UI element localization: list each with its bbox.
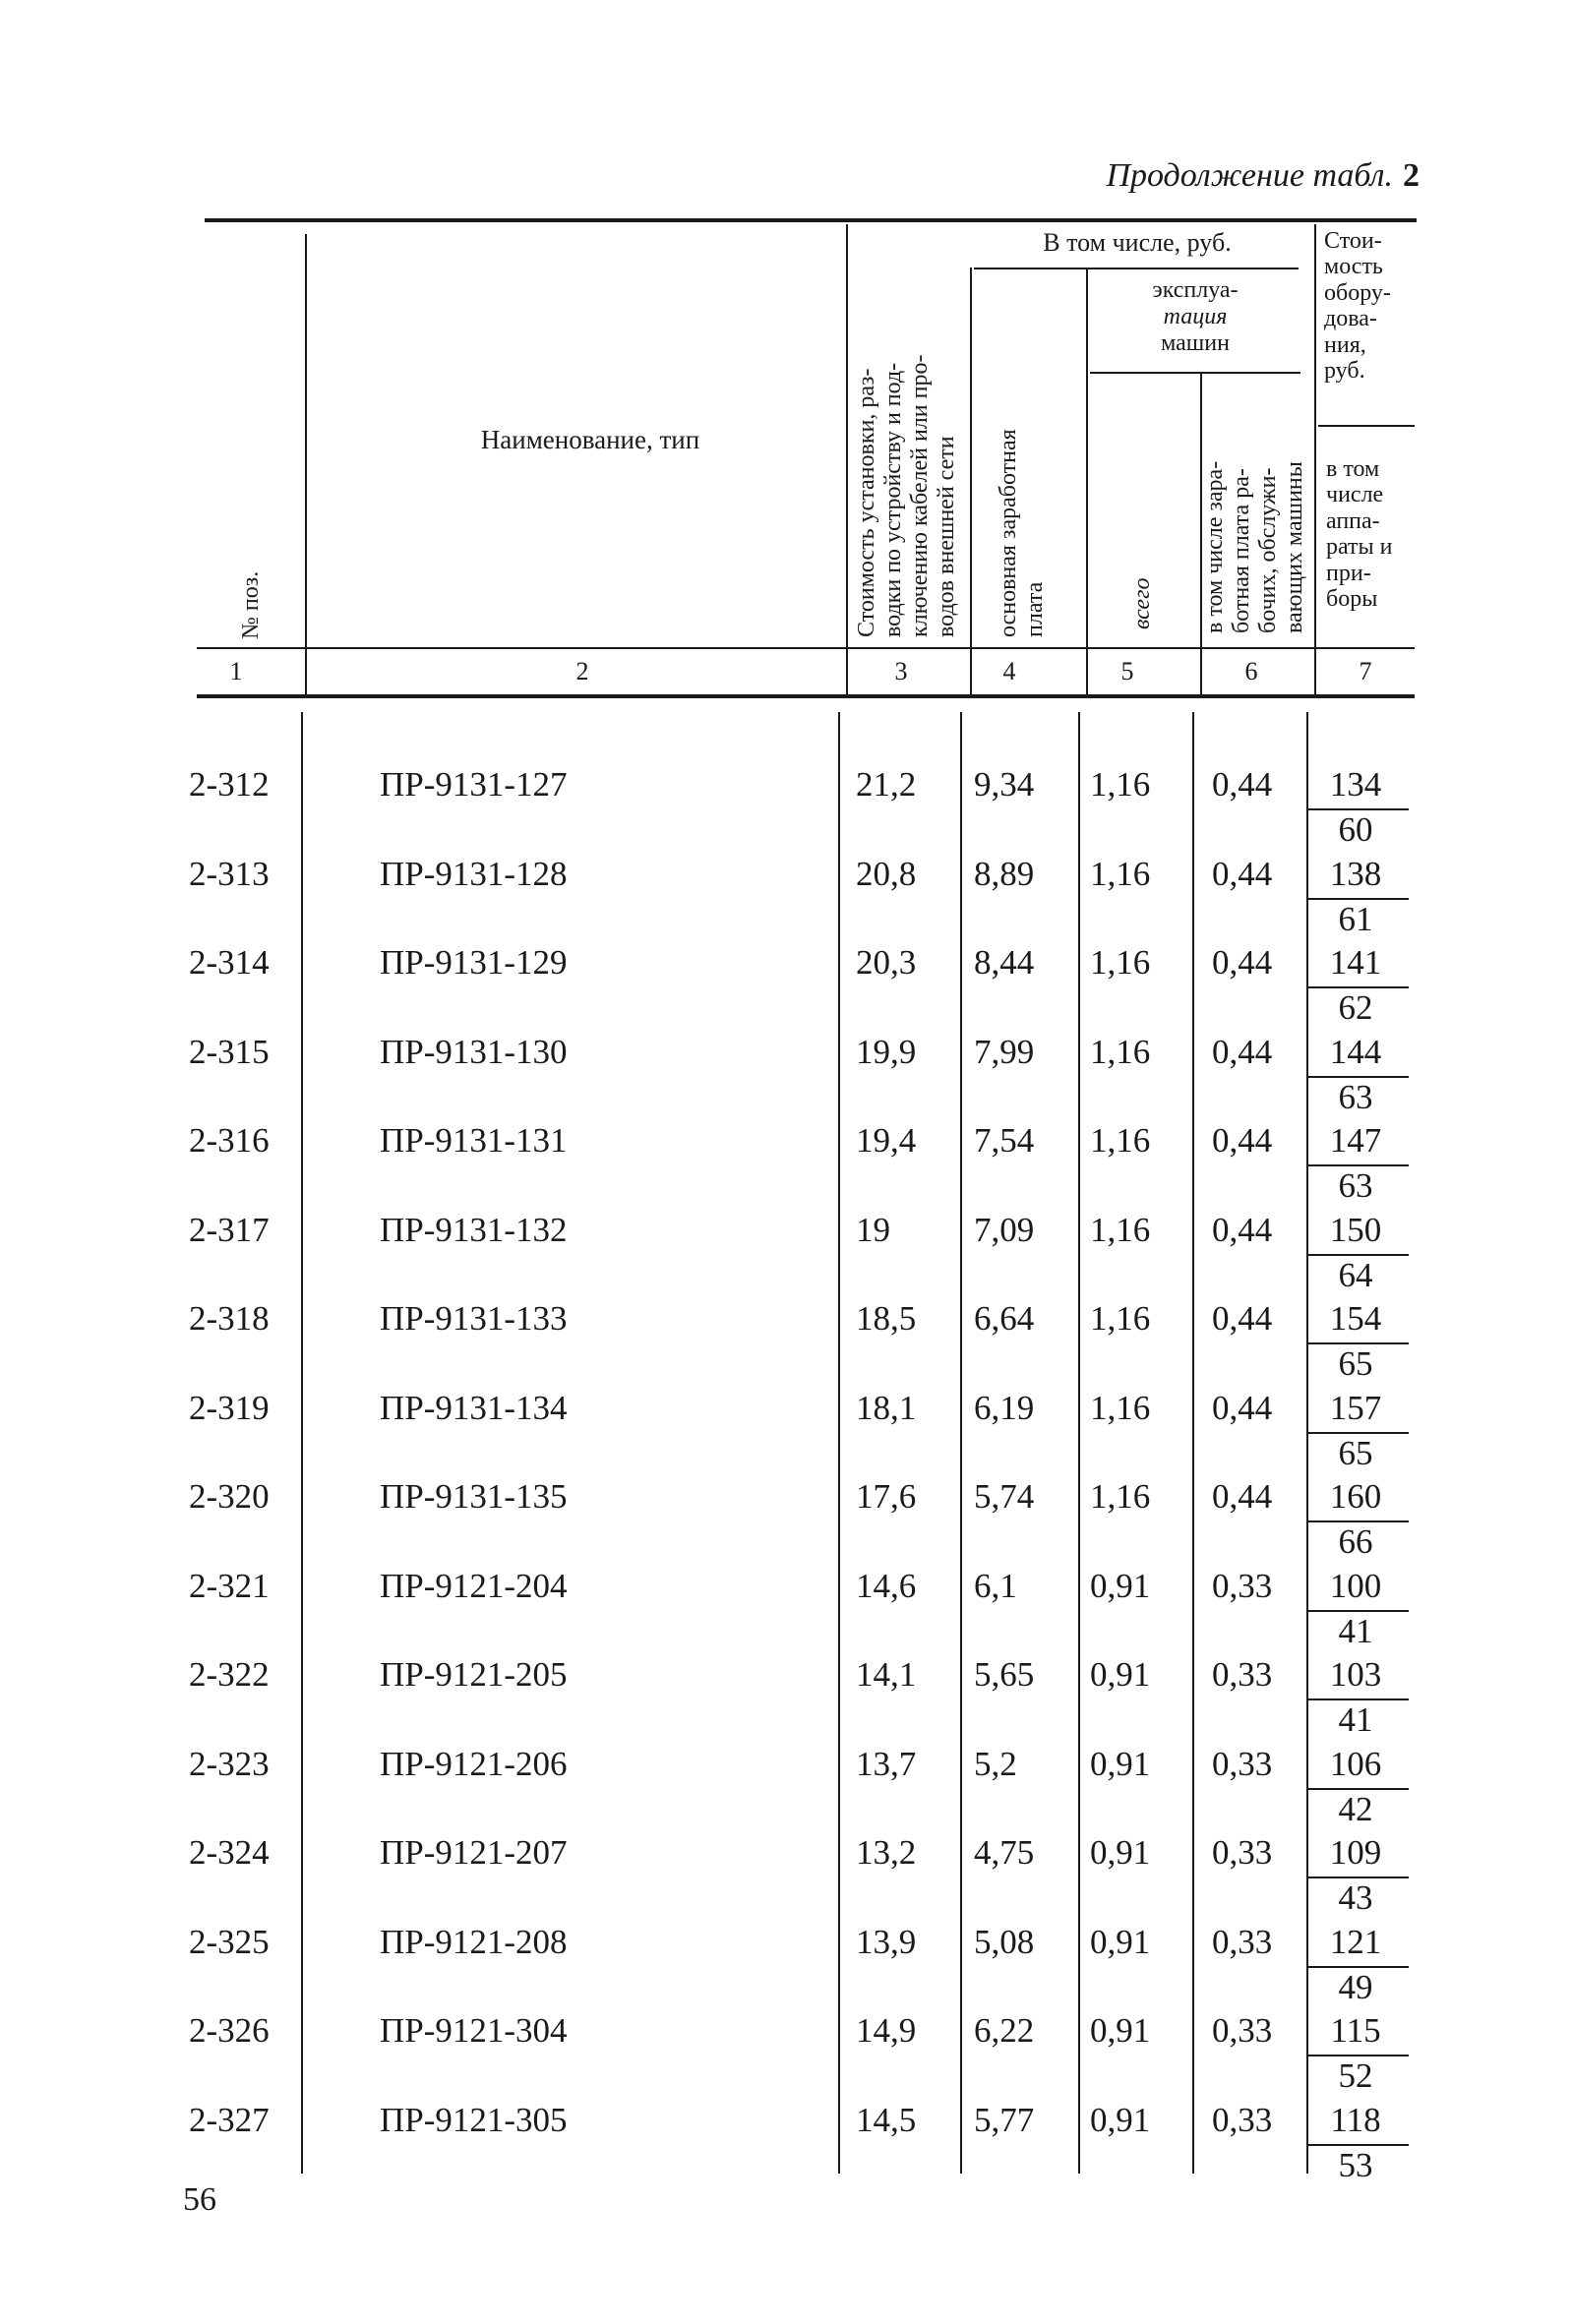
cell-c3: 13,2 <box>856 1833 917 1872</box>
header-vrule-2 <box>846 224 848 698</box>
cell-equipment-devices: 64 <box>1338 1255 1373 1294</box>
cell-c6: 0,33 <box>1212 2011 1273 2050</box>
header-group-including: В том числе, руб. <box>1043 228 1232 257</box>
cell-equipment-devices: 61 <box>1338 899 1373 938</box>
cell-equipment-devices: 42 <box>1338 1789 1373 1828</box>
caption-text: Продолжение табл. <box>1106 157 1393 194</box>
cell-c5: 1,16 <box>1090 1210 1151 1249</box>
cell-pos: 2-319 <box>189 1388 270 1427</box>
cell-equipment-cost: 118 <box>1330 2100 1381 2139</box>
cell-c6: 0,44 <box>1212 1032 1273 1071</box>
cell-c5: 1,16 <box>1090 1477 1151 1516</box>
cell-name: ПР-9131-135 <box>380 1477 568 1516</box>
cell-equipment-cost: 106 <box>1329 1744 1382 1783</box>
cell-c6: 0,44 <box>1212 1210 1273 1249</box>
cell-c5: 0,91 <box>1090 1833 1151 1872</box>
page-number: 56 <box>183 2181 216 2218</box>
cell-equipment-cost: 154 <box>1329 1299 1382 1338</box>
cell-equipment-devices: 52 <box>1338 2056 1373 2095</box>
cell-name: ПР-9121-207 <box>380 1833 568 1872</box>
cell-c5: 0,91 <box>1090 1744 1151 1783</box>
header-vrule-1 <box>305 234 307 698</box>
cell-pos: 2-318 <box>189 1299 270 1338</box>
col7-sub-rule <box>1318 425 1415 427</box>
cell-pos: 2-317 <box>189 1210 270 1249</box>
cell-pos: 2-322 <box>189 1655 270 1694</box>
cell-equipment-devices: 43 <box>1338 1878 1373 1917</box>
cell-name: ПР-9131-132 <box>380 1210 568 1249</box>
cell-name: ПР-9131-128 <box>380 854 568 893</box>
cell-c4: 6,19 <box>974 1388 1035 1427</box>
exploitation-rule <box>1090 372 1300 374</box>
cell-equipment-cost: 147 <box>1329 1121 1382 1160</box>
cell-c5: 0,91 <box>1090 2100 1151 2139</box>
cell-c4: 5,08 <box>974 1922 1035 1961</box>
cell-c4: 8,44 <box>974 943 1035 982</box>
header-vrule-6 <box>1314 224 1316 698</box>
col-number-1: 1 <box>229 657 243 685</box>
header-equipment-cost: Стои- мость обору- дова- ния, руб. <box>1324 228 1391 384</box>
cell-name: ПР-9131-130 <box>380 1032 568 1071</box>
cell-equipment-cost: 109 <box>1329 1833 1382 1872</box>
cell-equipment-cost: 100 <box>1329 1566 1382 1605</box>
cell-name: ПР-9121-206 <box>380 1744 568 1783</box>
cell-name: ПР-9121-304 <box>380 2011 568 2050</box>
cell-equipment-devices: 66 <box>1338 1522 1373 1561</box>
body-vrule-5 <box>1192 712 1194 2174</box>
cell-c3: 19,4 <box>856 1121 917 1160</box>
cell-equipment-devices: 65 <box>1338 1344 1373 1383</box>
cell-name: ПР-9121-305 <box>380 2100 568 2139</box>
cell-equipment-cost: 134 <box>1329 765 1382 804</box>
cell-c6: 0,33 <box>1212 1744 1273 1783</box>
cell-c5: 1,16 <box>1090 765 1151 804</box>
cell-c3: 19,9 <box>856 1032 917 1071</box>
cell-pos: 2-315 <box>189 1032 270 1071</box>
cell-pos: 2-313 <box>189 854 270 893</box>
cell-equipment-cost: 150 <box>1329 1210 1382 1249</box>
cell-c3: 14,5 <box>856 2100 917 2139</box>
cell-c5: 1,16 <box>1090 1121 1151 1160</box>
body-vrule-2 <box>838 712 840 2174</box>
cell-pos: 2-321 <box>189 1566 270 1605</box>
header-equipment-devices: в том числе аппа- раты и при- боры <box>1326 456 1393 612</box>
cell-pos: 2-327 <box>189 2100 270 2139</box>
cell-c6: 0,44 <box>1212 1121 1273 1160</box>
cell-c4: 5,65 <box>974 1655 1035 1694</box>
body-vrule-1 <box>301 712 303 2174</box>
cell-pos: 2-325 <box>189 1922 270 1961</box>
cell-c3: 14,6 <box>856 1566 917 1605</box>
cell-c6: 0,33 <box>1212 1833 1273 1872</box>
cell-equipment-devices: 63 <box>1338 1166 1373 1205</box>
cell-c6: 0,44 <box>1212 854 1273 893</box>
col-number-6: 6 <box>1244 657 1258 685</box>
cell-pos: 2-320 <box>189 1477 270 1516</box>
cell-c4: 5,2 <box>974 1744 1017 1783</box>
table-caption <box>1106 157 1420 195</box>
cell-c3: 17,6 <box>856 1477 917 1516</box>
col-number-3: 3 <box>894 657 908 685</box>
cell-name: ПР-9131-133 <box>380 1299 568 1338</box>
cell-name: ПР-9131-131 <box>380 1121 568 1160</box>
cell-name: ПР-9131-127 <box>380 765 568 804</box>
cell-c6: 0,33 <box>1212 1922 1273 1961</box>
cell-equipment-devices: 63 <box>1338 1077 1373 1116</box>
header-vrule-4 <box>1086 268 1088 698</box>
cell-c6: 0,44 <box>1212 765 1273 804</box>
cell-name: ПР-9121-208 <box>380 1922 568 1961</box>
cell-pos: 2-324 <box>189 1833 270 1872</box>
cell-pos: 2-312 <box>189 765 270 804</box>
header-top-rule <box>205 218 1417 222</box>
cell-c5: 1,16 <box>1090 1299 1151 1338</box>
cell-equipment-devices: 41 <box>1338 1611 1373 1650</box>
cell-c3: 20,8 <box>856 854 917 893</box>
header-mid-rule <box>197 647 1415 649</box>
cell-equipment-devices: 41 <box>1338 1700 1373 1739</box>
cell-equipment-devices: 53 <box>1338 2145 1373 2184</box>
cell-c4: 7,99 <box>974 1032 1035 1071</box>
cell-equipment-devices: 49 <box>1338 1967 1373 2006</box>
cell-c4: 7,09 <box>974 1210 1035 1249</box>
cell-c3: 18,1 <box>856 1388 917 1427</box>
body-vrule-4 <box>1078 712 1080 2174</box>
cell-c4: 6,64 <box>974 1299 1035 1338</box>
cell-equipment-cost: 160 <box>1329 1477 1382 1516</box>
cell-pos: 2-314 <box>189 943 270 982</box>
cell-pos: 2-326 <box>189 2011 270 2050</box>
cell-c3: 19 <box>856 1210 890 1249</box>
cell-equipment-cost: 157 <box>1329 1388 1382 1427</box>
cell-c4: 6,22 <box>974 2011 1035 2050</box>
header-name-type: Наименование, тип <box>480 425 700 454</box>
cell-c5: 1,16 <box>1090 1388 1151 1427</box>
cell-c6: 0,44 <box>1212 943 1273 982</box>
cell-c5: 1,16 <box>1090 854 1151 893</box>
cell-c5: 1,16 <box>1090 1032 1151 1071</box>
cell-c6: 0,33 <box>1212 1566 1273 1605</box>
col-number-4: 4 <box>1002 657 1016 685</box>
cell-c6: 0,44 <box>1212 1299 1273 1338</box>
cell-c5: 1,16 <box>1090 943 1151 982</box>
header-installation-cost: Стоимость установки, раз- водки по устройству и под- ключению кабелей или про- водов внешней сети <box>854 354 959 637</box>
cell-c3: 18,5 <box>856 1299 917 1338</box>
cell-equipment-devices: 65 <box>1338 1433 1373 1472</box>
cell-c5: 0,91 <box>1090 1655 1151 1694</box>
body-vrule-3 <box>960 712 962 2174</box>
header-pos: № поз. <box>238 570 264 639</box>
cell-c4: 4,75 <box>974 1833 1035 1872</box>
cell-c3: 13,7 <box>856 1744 917 1783</box>
cell-equipment-devices: 62 <box>1338 988 1373 1027</box>
header-vrule-3 <box>970 268 972 698</box>
cell-c3: 14,1 <box>856 1655 917 1694</box>
cell-c5: 0,91 <box>1090 1566 1151 1605</box>
cell-equipment-cost: 121 <box>1329 1922 1382 1961</box>
cell-c3: 21,2 <box>856 765 917 804</box>
header-machine-worker-wage: в том числе зара- ботная плата ра- бочих, обслужи- вающих машины <box>1202 460 1307 633</box>
cell-c3: 20,3 <box>856 943 917 982</box>
caption-table-number: 2 <box>1403 157 1420 194</box>
cell-name: ПР-9121-204 <box>380 1566 568 1605</box>
header-machine-operation: эксплуа- тация машин <box>1152 277 1239 356</box>
cell-equipment-cost: 138 <box>1329 854 1382 893</box>
col-number-5: 5 <box>1120 657 1134 685</box>
body-vrule-6 <box>1306 712 1308 2174</box>
col-number-2: 2 <box>575 657 589 685</box>
cell-pos: 2-316 <box>189 1121 270 1160</box>
cell-c6: 0,44 <box>1212 1388 1273 1427</box>
cell-equipment-cost: 115 <box>1330 2011 1381 2050</box>
cell-c4: 7,54 <box>974 1121 1035 1160</box>
header-basic-wage: основная заработная плата <box>996 429 1048 637</box>
cell-c4: 9,34 <box>974 765 1035 804</box>
cell-c6: 0,33 <box>1212 2100 1273 2139</box>
cell-pos: 2-323 <box>189 1744 270 1783</box>
cell-c5: 0,91 <box>1090 1922 1151 1961</box>
cell-name: ПР-9121-205 <box>380 1655 568 1694</box>
cell-c3: 13,9 <box>856 1922 917 1961</box>
cell-equipment-cost: 141 <box>1329 943 1382 982</box>
cell-c4: 8,89 <box>974 854 1035 893</box>
col-number-7: 7 <box>1359 657 1372 685</box>
header-bottom-rule <box>197 694 1415 698</box>
cell-c4: 5,74 <box>974 1477 1035 1516</box>
header-total: всего <box>1129 577 1155 629</box>
cell-equipment-cost: 144 <box>1329 1032 1382 1071</box>
cell-c3: 14,9 <box>856 2011 917 2050</box>
group-rule <box>974 268 1299 269</box>
cell-c5: 0,91 <box>1090 2011 1151 2050</box>
cell-name: ПР-9131-134 <box>380 1388 568 1427</box>
cell-c4: 5,77 <box>974 2100 1035 2139</box>
cell-equipment-devices: 60 <box>1338 810 1373 849</box>
cell-name: ПР-9131-129 <box>380 943 568 982</box>
cell-c6: 0,44 <box>1212 1477 1273 1516</box>
cell-c6: 0,33 <box>1212 1655 1273 1694</box>
cell-equipment-cost: 103 <box>1329 1655 1382 1694</box>
cell-c4: 6,1 <box>974 1566 1017 1605</box>
